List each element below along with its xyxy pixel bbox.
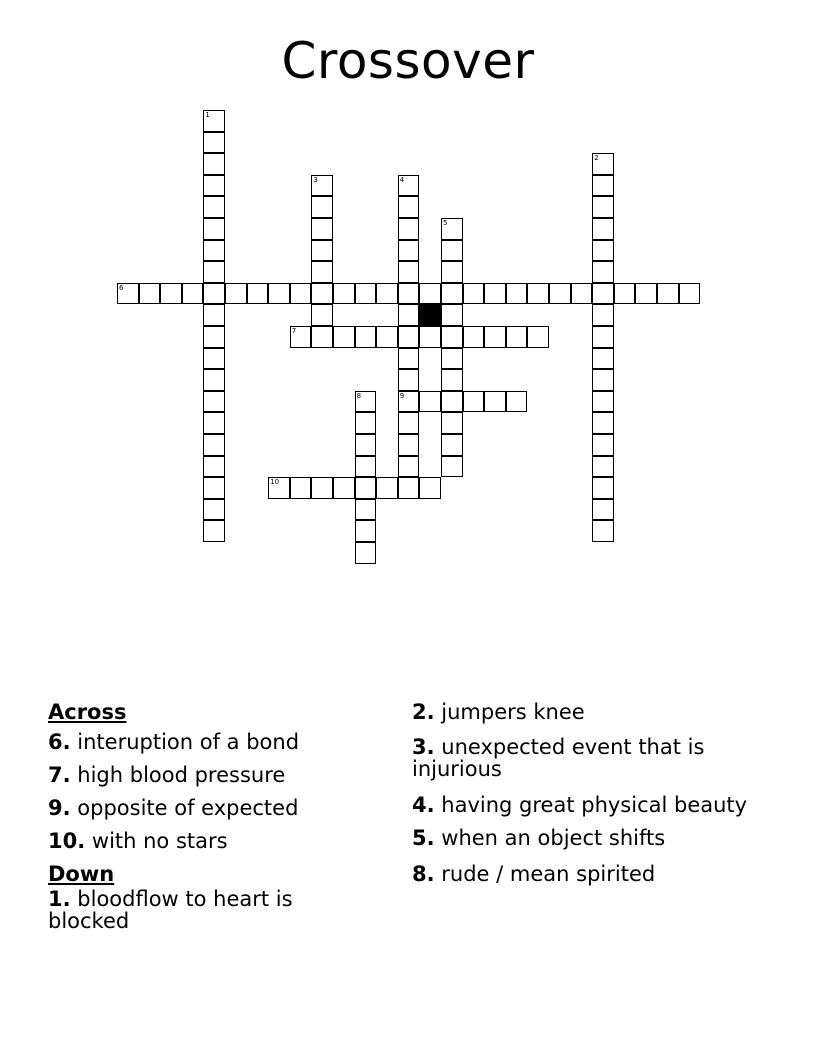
cell-number: 4 (399, 175, 405, 184)
grid-cell[interactable] (592, 175, 614, 197)
clue-number: 8. (412, 862, 435, 886)
grid-cell[interactable] (506, 391, 528, 413)
grid-cell[interactable] (355, 434, 377, 456)
grid-cell[interactable] (592, 412, 614, 434)
grid-cell[interactable] (592, 499, 614, 521)
grid-cell[interactable] (441, 283, 463, 305)
grid-cell[interactable] (311, 175, 333, 197)
grid-cell[interactable] (355, 499, 377, 521)
grid-cell[interactable] (398, 304, 420, 326)
grid-cell[interactable] (398, 412, 420, 434)
grid-cell[interactable] (203, 477, 225, 499)
grid-cell[interactable] (268, 283, 290, 305)
puzzle-title: Crossover (281, 32, 535, 90)
grid-cell[interactable] (506, 283, 528, 305)
clue-down-2 (412, 700, 752, 724)
clue-text: high blood pressure (77, 763, 286, 787)
grid-cell[interactable] (203, 499, 225, 521)
grid-cell[interactable] (398, 218, 420, 240)
grid-cell[interactable] (203, 391, 225, 413)
grid-cell[interactable] (441, 434, 463, 456)
grid-cell[interactable] (376, 326, 398, 348)
clue-text: unexpected event that is injurious (412, 735, 705, 781)
cell-number: 9 (399, 391, 405, 400)
grid-cell[interactable] (592, 196, 614, 218)
clue-number: 1. (48, 887, 71, 911)
grid-cell[interactable] (398, 456, 420, 478)
clue-text: with no stars (91, 829, 228, 853)
clue-number: 2. (412, 700, 435, 724)
clue-text: interuption of a bond (77, 730, 300, 754)
grid-cell[interactable] (441, 391, 463, 413)
grid-cell[interactable] (355, 412, 377, 434)
clue-down-4 (412, 794, 752, 816)
grid-cell[interactable] (679, 283, 701, 305)
clue-across-6 (48, 730, 348, 754)
grid-cell[interactable] (571, 283, 593, 305)
grid-cell[interactable] (203, 261, 225, 283)
grid-cell[interactable] (333, 283, 355, 305)
cell-number: 2 (594, 154, 599, 163)
clue-down-8 (412, 862, 752, 886)
grid-cell[interactable] (333, 326, 355, 348)
grid-cell[interactable] (527, 326, 549, 348)
grid-cell[interactable] (614, 283, 636, 305)
grid-cell[interactable] (203, 326, 225, 348)
grid-cell[interactable] (419, 477, 441, 499)
grid-cell[interactable] (549, 283, 571, 305)
grid-cell[interactable] (592, 261, 614, 283)
clue-text: bloodflow to heart is blocked (48, 887, 293, 933)
grid-cell[interactable] (592, 326, 614, 348)
grid-cell[interactable] (441, 348, 463, 370)
grid-cell[interactable] (441, 369, 463, 391)
cell-number: 7 (291, 327, 297, 335)
grid-cell[interactable] (592, 434, 614, 456)
grid-cell[interactable] (355, 326, 377, 348)
grid-cell[interactable] (419, 391, 441, 413)
grid-cell[interactable] (398, 477, 420, 499)
grid-cell[interactable] (225, 283, 247, 305)
cell-number: 3 (313, 175, 318, 184)
grid-cell[interactable] (355, 542, 377, 564)
grid-cell[interactable] (592, 456, 614, 478)
grid-cell[interactable] (311, 196, 333, 218)
grid-cell[interactable] (398, 261, 420, 283)
clue-number: 7. (48, 763, 71, 787)
grid-cell[interactable] (592, 477, 614, 499)
grid-cell[interactable] (592, 218, 614, 240)
grid-cell[interactable] (484, 326, 506, 348)
grid-cell[interactable] (355, 283, 377, 305)
grid-cell[interactable] (463, 391, 485, 413)
grid-cell[interactable] (117, 283, 139, 305)
down-heading: Down (48, 862, 115, 886)
grid-cell[interactable] (311, 240, 333, 262)
grid-cell[interactable] (203, 110, 225, 132)
grid-cell[interactable] (527, 283, 549, 305)
clue-text: rude / mean spirited (441, 862, 656, 886)
grid-cell[interactable] (398, 391, 420, 413)
clue-number: 4. (412, 793, 435, 817)
grid-cell[interactable] (657, 283, 679, 305)
grid-cell[interactable] (203, 153, 225, 175)
clue-text: jumpers knee (441, 700, 585, 724)
clue-number: 10. (48, 829, 86, 853)
grid-cell[interactable] (203, 196, 225, 218)
grid-cell[interactable] (203, 304, 225, 326)
grid-cell[interactable] (203, 520, 225, 542)
grid-cell[interactable] (592, 240, 614, 262)
grid-cell[interactable] (203, 218, 225, 240)
grid-cell[interactable] (333, 477, 355, 499)
grid-cell[interactable] (203, 369, 225, 391)
grid-cell[interactable] (355, 477, 377, 499)
clue-down-3 (412, 736, 752, 780)
grid-cell[interactable] (419, 283, 441, 305)
cell-number: 8 (356, 391, 362, 400)
grid-cell[interactable] (290, 477, 312, 499)
clue-text: having great physical beauty (441, 793, 748, 817)
grid-cell[interactable] (441, 304, 463, 326)
grid-cell[interactable] (311, 477, 333, 499)
grid-cell[interactable] (592, 304, 614, 326)
clue-number: 5. (412, 826, 435, 850)
clue-number: 6. (48, 730, 71, 754)
grid-cell[interactable] (290, 326, 312, 348)
grid-cell[interactable] (268, 477, 290, 499)
grid-cell[interactable] (398, 326, 420, 348)
grid-cell[interactable] (355, 520, 377, 542)
grid-cell[interactable] (635, 283, 657, 305)
grid-cell[interactable] (592, 153, 614, 175)
grid-cell[interactable] (203, 412, 225, 434)
cell-number: 6 (119, 283, 124, 292)
grid-cell[interactable] (376, 283, 398, 305)
cell-number: 5 (443, 219, 448, 227)
grid-cell[interactable] (592, 369, 614, 391)
grid-cell[interactable] (203, 175, 225, 197)
grid-cell[interactable] (441, 412, 463, 434)
grid-cell[interactable] (203, 283, 225, 305)
clue-text: opposite of expected (77, 796, 299, 820)
grid-cell[interactable] (247, 283, 269, 305)
grid-cell[interactable] (182, 283, 204, 305)
grid-cell[interactable] (290, 283, 312, 305)
grid-cell[interactable] (376, 477, 398, 499)
grid-cell[interactable] (441, 456, 463, 478)
grid-cell[interactable] (592, 391, 614, 413)
across-heading: Across (48, 700, 127, 724)
grid-cell[interactable] (441, 326, 463, 348)
grid-cell[interactable] (592, 283, 614, 305)
grid-cell[interactable] (441, 240, 463, 262)
grid-cell[interactable] (355, 456, 377, 478)
grid-cell[interactable] (203, 240, 225, 262)
clue-number: 3. (412, 735, 435, 759)
grid-cell[interactable] (484, 283, 506, 305)
grid-cell[interactable] (311, 218, 333, 240)
clue-down-1 (48, 888, 348, 932)
grid-cell[interactable] (398, 348, 420, 370)
grid-cell[interactable] (419, 326, 441, 348)
grid-cell[interactable] (398, 369, 420, 391)
clue-across-10 (48, 829, 348, 853)
grid-cell[interactable] (398, 175, 420, 197)
grid-cell[interactable] (592, 348, 614, 370)
grid-cell[interactable] (398, 434, 420, 456)
grid-cell[interactable] (203, 348, 225, 370)
grid-cell[interactable] (398, 283, 420, 305)
grid-cell[interactable] (484, 391, 506, 413)
clue-number: 9. (48, 796, 71, 820)
grid-cell[interactable] (311, 304, 333, 326)
grid-cell[interactable] (463, 326, 485, 348)
grid-cell-blocked (419, 304, 441, 326)
grid-cell[interactable] (506, 326, 528, 348)
grid-cell[interactable] (441, 261, 463, 283)
cell-number: 10 (270, 478, 280, 487)
clues-left-column (48, 700, 348, 941)
clue-across-9 (48, 796, 348, 820)
grid-cell[interactable] (398, 240, 420, 262)
grid-cell[interactable] (139, 283, 161, 305)
grid-cell[interactable] (203, 132, 225, 154)
grid-cell[interactable] (160, 283, 182, 305)
clues-right-column (412, 700, 752, 895)
cell-number: 1 (205, 111, 210, 119)
clue-text: when an object shifts (441, 826, 666, 850)
clue-down-5 (412, 826, 752, 850)
grid-cell[interactable] (355, 391, 377, 413)
grid-cell[interactable] (203, 456, 225, 478)
grid-cell[interactable] (592, 520, 614, 542)
grid-cell[interactable] (463, 283, 485, 305)
grid-cell[interactable] (311, 283, 333, 305)
grid-cell[interactable] (311, 261, 333, 283)
grid-cell[interactable] (203, 434, 225, 456)
grid-cell[interactable] (311, 326, 333, 348)
clue-across-7 (48, 763, 348, 787)
grid-cell[interactable] (441, 218, 463, 240)
grid-cell[interactable] (398, 196, 420, 218)
